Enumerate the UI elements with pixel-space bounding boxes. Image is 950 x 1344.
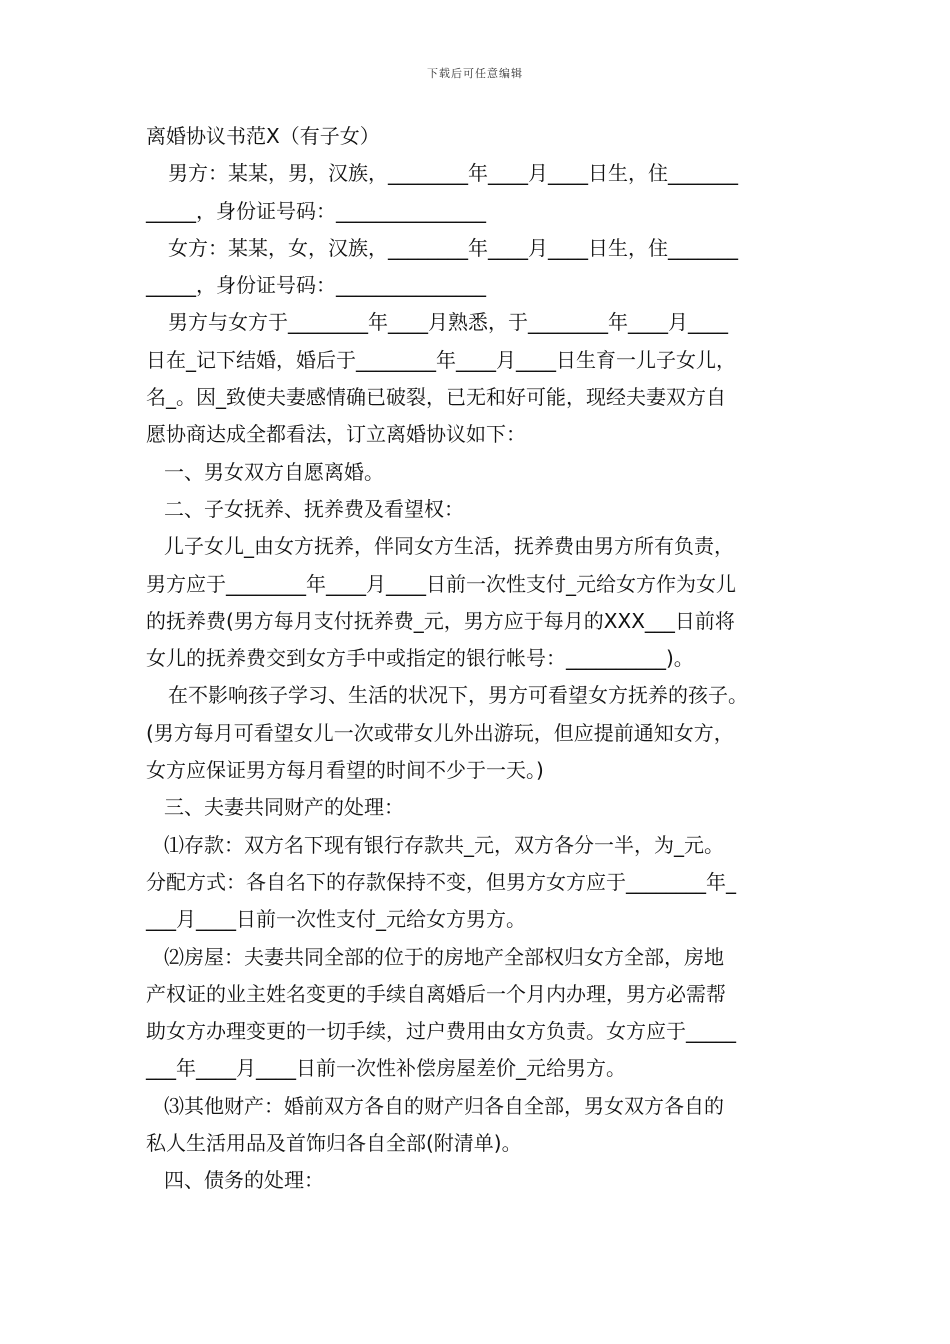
document-line: 私人生活用品及首饰归各自全部(附清单)。 <box>146 1131 522 1156</box>
document-line: 一、男女双方自愿离婚。 <box>164 459 384 484</box>
document-line: ___年____月____日前一次性补偿房屋差价_元给男方。 <box>146 1056 626 1081</box>
document-line: ⑵房屋：夫妻共同全部的位于的房地产全部权归女方全部，房地 <box>164 944 724 969</box>
document-title: 离婚协议书范X（有子女） <box>146 124 380 148</box>
document-line: 助女方办理变更的一切手续，过户费用由女方负责。女方应于_____ <box>146 1019 736 1044</box>
document-line: 产权证的业主姓名变更的手续自离婚后一个月内办理，男方必需帮 <box>146 981 726 1006</box>
document-line: 女方应保证男方每月看望的时间不少于一天。) <box>146 758 544 783</box>
page-header: 下载后可任意编辑 <box>427 67 523 80</box>
document-line: (男方每月可看望女儿一次或带女儿外出游玩，但应提前通知女方， <box>146 720 734 745</box>
document-line: 在不影响孩子学习、生活的状况下，男方可看望女方抚养的孩子。 <box>168 683 748 708</box>
document-line: 二、子女抚养、抚养费及看望权： <box>164 496 464 521</box>
document-line: ⑴存款：双方名下现有银行存款共_元，双方各分一半，为_元。 <box>164 832 724 857</box>
document-line: 三、夫妻共同财产的处理： <box>164 795 404 820</box>
document-line: 男方应于________年____月____日前一次性支付_元给女方作为女儿 <box>146 571 736 596</box>
document-line: 名_。因_致使夫妻感情确已破裂，已无和好可能，现经夫妻双方自 <box>146 385 726 410</box>
document-line: 愿协商达成全都看法，订立离婚协议如下： <box>146 422 526 447</box>
document-line: 女儿的抚养费交到女方手中或指定的银行帐号：__________)。 <box>146 646 694 671</box>
document-line: 四、债务的处理： <box>164 1168 324 1193</box>
document-line: ⑶其他财产：婚前双方各自的财产归各自全部，男女双方各自的 <box>164 1093 724 1118</box>
document-line: 女方：某某，女，汉族，________年____月____日生，住_______ <box>168 235 738 260</box>
document-line: ___月____日前一次性支付_元给女方男方。 <box>146 907 526 932</box>
document-line: _____，身份证号码：_______________ <box>146 198 486 223</box>
document-line: _____，身份证号码：_______________ <box>146 273 486 298</box>
document-line: 的抚养费(男方每月支付抚养费_元，男方应于每月的XXX___日前将 <box>146 608 735 633</box>
document-line: 日在_记下结婚，婚后于________年____月____日生育一儿子女儿， <box>146 347 736 372</box>
document-line: 分配方式：各自名下的存款保持不变，但男方女方应于________年_ <box>146 869 736 894</box>
document-line: 儿子女儿_由女方抚养，伴同女方生活，抚养费由男方所有负责， <box>164 534 734 559</box>
document-line: 男方：某某，男，汉族，________年____月____日生，住_______ <box>168 161 738 186</box>
document-body <box>146 118 818 1200</box>
document-line: 男方与女方于________年____月熟悉，于________年____月____ <box>168 310 728 335</box>
